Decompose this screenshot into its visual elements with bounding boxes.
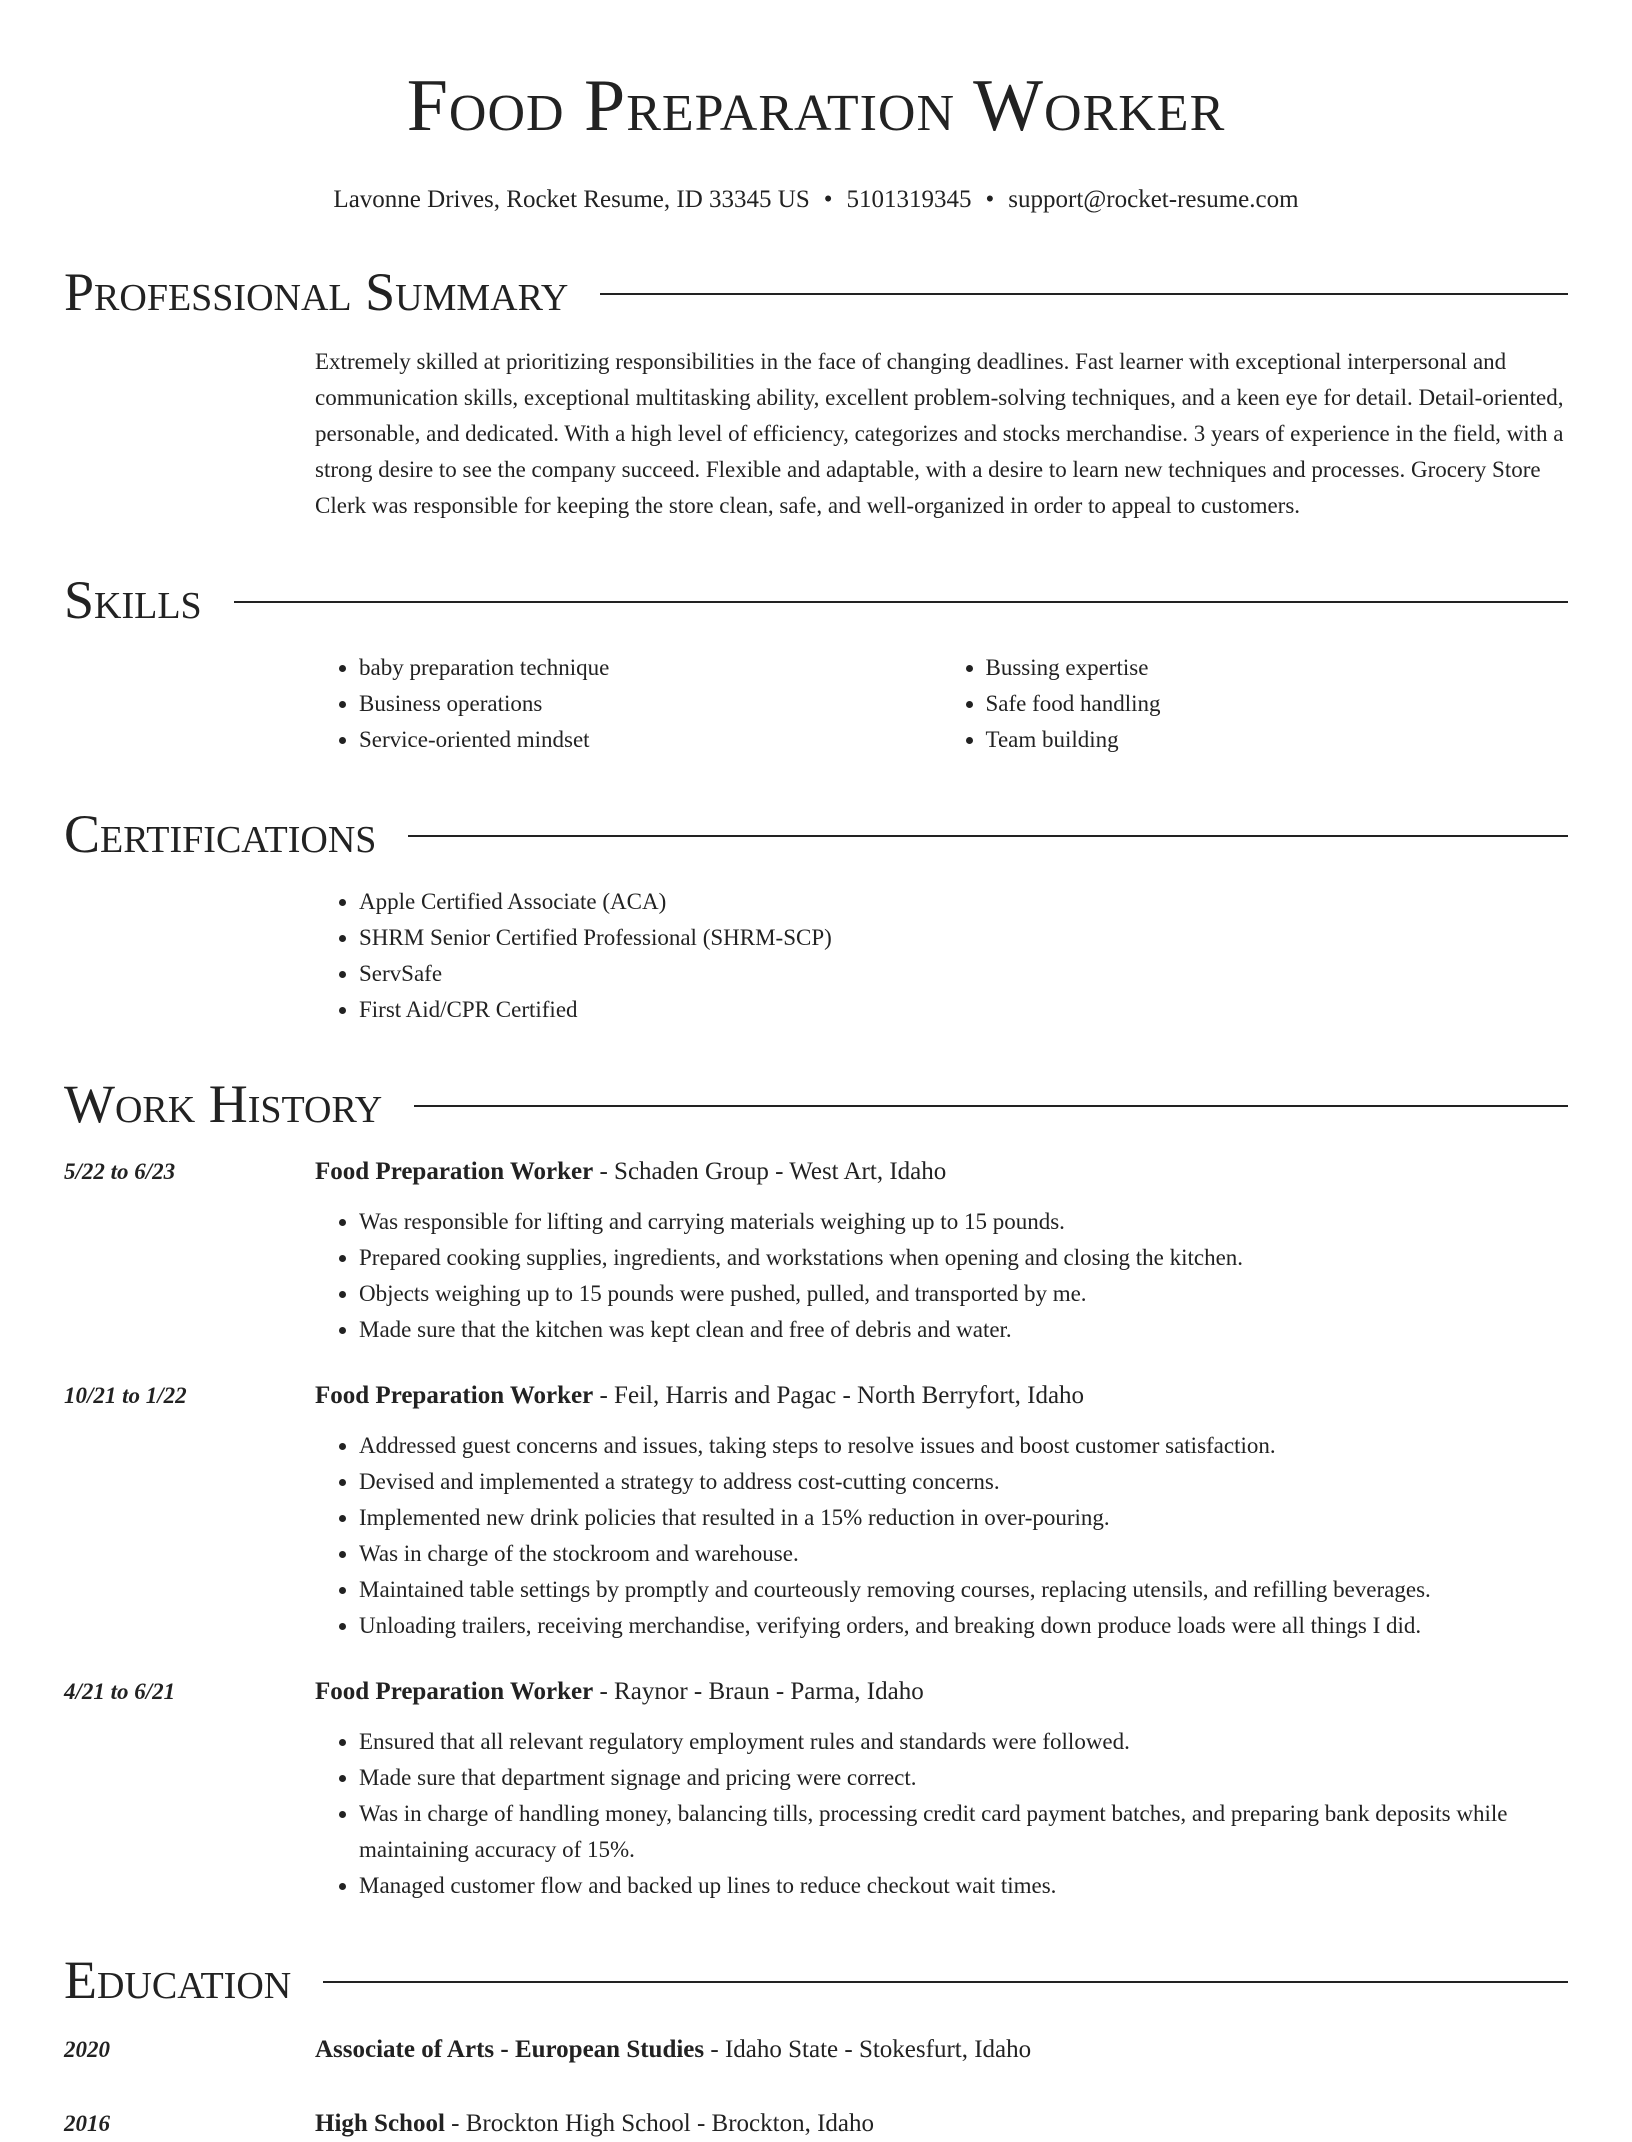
certification-item: • First Aid/CPR Certified bbox=[359, 992, 1568, 1028]
section-rule bbox=[408, 835, 1568, 837]
job-entry bbox=[64, 1674, 1568, 1904]
job-bullets bbox=[315, 1204, 1568, 1348]
education-headline bbox=[315, 2106, 874, 2142]
certifications-list bbox=[315, 884, 1568, 1028]
job-bullet: • Objects weighing up to 15 pounds were pushed, pulled, and transported by me. bbox=[359, 1276, 1568, 1312]
certifications-bullets bbox=[315, 884, 1568, 1028]
education-school: - Brockton High School - Brockton, Idaho bbox=[444, 2110, 875, 2137]
skill-item: • baby preparation technique bbox=[359, 650, 942, 686]
job-headline bbox=[315, 1378, 1568, 1414]
contact-address: Lavonne Drives, Rocket Resume, ID 33345 US bbox=[333, 186, 810, 213]
job-bullet: • Prepared cooking supplies, ingredients, and workstations when opening and closing the kitchen. bbox=[359, 1240, 1568, 1276]
skills-section-header bbox=[64, 570, 1568, 630]
job-bullet: • Ensured that all relevant regulatory employment rules and standards were followed. bbox=[359, 1724, 1568, 1760]
job-entry bbox=[64, 1154, 1568, 1348]
contact-separator: • bbox=[985, 186, 995, 213]
job-bullet: • Devised and implemented a strategy to address cost-cutting concerns. bbox=[359, 1464, 1568, 1500]
education-entry bbox=[64, 2032, 1568, 2068]
job-bullet: • Was responsible for lifting and carrying materials weighing up to 15 pounds. bbox=[359, 1204, 1568, 1240]
skills-column-left bbox=[315, 650, 942, 758]
job-bullet: • Made sure that department signage and pricing were correct. bbox=[359, 1760, 1568, 1796]
education-degree: High School bbox=[315, 2110, 445, 2137]
job-bullet: • Addressed guest concerns and issues, taking steps to resolve issues and boost customer satisfaction. bbox=[359, 1428, 1568, 1464]
section-rule bbox=[414, 1105, 1568, 1107]
certifications-title: Certifications bbox=[64, 804, 377, 864]
job-role: Food Preparation Worker bbox=[315, 1382, 594, 1409]
job-bullet: • Was in charge of handling money, balancing tills, processing credit card payment batches, and preparing bank deposits while maintaining accuracy of 15%. bbox=[359, 1796, 1568, 1868]
summary-text: Extremely skilled at prioritizing responsibilities in the face of changing deadlines. Fast learner with exceptional interpersonal and communication skills, exceptional multitasking ability, excellent problem-solving techniques, and a keen eye for detail. Detail-oriented, personable, and dedicated. With a high level of efficiency, categorizes and stocks merchandise. 3 years of experience in the field, with a strong desire to see the company succeed. Flexible and adaptable, with a desire to learn new techniques and processes. Grocery Store Clerk was responsible for keeping the store clean, safe, and well-organized in order to appeal to customers. bbox=[315, 349, 1564, 518]
certification-item: • Apple Certified Associate (ACA) bbox=[359, 884, 1568, 920]
section-rule bbox=[600, 293, 1568, 295]
education-headline bbox=[315, 2032, 1031, 2068]
summary-title: Professional Summary bbox=[64, 262, 569, 322]
education-title: Education bbox=[64, 1950, 292, 2010]
job-body bbox=[315, 1674, 1568, 1904]
job-org: - Raynor - Braun - Parma, Idaho bbox=[593, 1678, 924, 1705]
certification-item: • SHRM Senior Certified Professional (SHRM-SCP) bbox=[359, 920, 1568, 956]
education-date: 2020 bbox=[64, 2037, 110, 2062]
education-entry bbox=[64, 2106, 1568, 2142]
job-body bbox=[315, 1154, 1568, 1348]
job-org: - Schaden Group - West Art, Idaho bbox=[593, 1158, 947, 1185]
skill-item: • Service-oriented mindset bbox=[359, 722, 942, 758]
skill-item: • Bussing expertise bbox=[986, 650, 1569, 686]
job-entry bbox=[64, 1378, 1568, 1644]
section-rule bbox=[323, 1981, 1568, 1983]
education-date: 2016 bbox=[64, 2111, 110, 2136]
certifications-section-header bbox=[64, 804, 1568, 864]
job-headline bbox=[315, 1154, 1568, 1190]
certification-item: • ServSafe bbox=[359, 956, 1568, 992]
education-degree: Associate of Arts - European Studies bbox=[315, 2036, 705, 2063]
job-bullet: • Managed customer flow and backed up lines to reduce checkout wait times. bbox=[359, 1868, 1568, 1904]
work-section-header bbox=[64, 1074, 1568, 1134]
skill-item: • Business operations bbox=[359, 686, 942, 722]
job-date: 5/22 to 6/23 bbox=[64, 1159, 176, 1184]
education-section-header bbox=[64, 1950, 1568, 2010]
job-org: - Feil, Harris and Pagac - North Berryfort, Idaho bbox=[593, 1382, 1085, 1409]
job-bullet: • Unloading trailers, receiving merchandise, verifying orders, and breaking down produce loads were all things I did. bbox=[359, 1608, 1568, 1644]
job-bullet: • Was in charge of the stockroom and warehouse. bbox=[359, 1536, 1568, 1572]
job-bullets bbox=[315, 1724, 1568, 1904]
job-bullet: • Maintained table settings by promptly and courteously removing courses, replacing utensils, and refilling beverages. bbox=[359, 1572, 1568, 1608]
work-title: Work History bbox=[64, 1074, 383, 1134]
skills-list bbox=[315, 650, 1568, 758]
section-rule bbox=[234, 601, 1568, 603]
summary-section-header bbox=[64, 262, 1568, 322]
job-date: 4/21 to 6/21 bbox=[64, 1679, 176, 1704]
education-school: - Idaho State - Stokesfurt, Idaho bbox=[704, 2036, 1032, 2063]
skill-item: • Team building bbox=[986, 722, 1569, 758]
contact-line bbox=[64, 184, 1568, 216]
job-date: 10/21 to 1/22 bbox=[64, 1383, 187, 1408]
contact-email: support@rocket-resume.com bbox=[1008, 186, 1299, 213]
job-role: Food Preparation Worker bbox=[315, 1158, 594, 1185]
skills-title: Skills bbox=[64, 570, 202, 630]
job-role: Food Preparation Worker bbox=[315, 1678, 594, 1705]
job-body bbox=[315, 1378, 1568, 1644]
job-bullet: • Made sure that the kitchen was kept clean and free of debris and water. bbox=[359, 1312, 1568, 1348]
skill-item: • Safe food handling bbox=[986, 686, 1569, 722]
contact-phone: 5101319345 bbox=[846, 186, 972, 213]
job-bullet: • Implemented new drink policies that resulted in a 15% reduction in over-pouring. bbox=[359, 1500, 1568, 1536]
job-headline bbox=[315, 1674, 1568, 1710]
job-bullets bbox=[315, 1428, 1568, 1644]
skills-column-right bbox=[942, 650, 1569, 758]
candidate-name: Food Preparation Worker bbox=[406, 65, 1226, 147]
contact-separator: • bbox=[823, 186, 833, 213]
